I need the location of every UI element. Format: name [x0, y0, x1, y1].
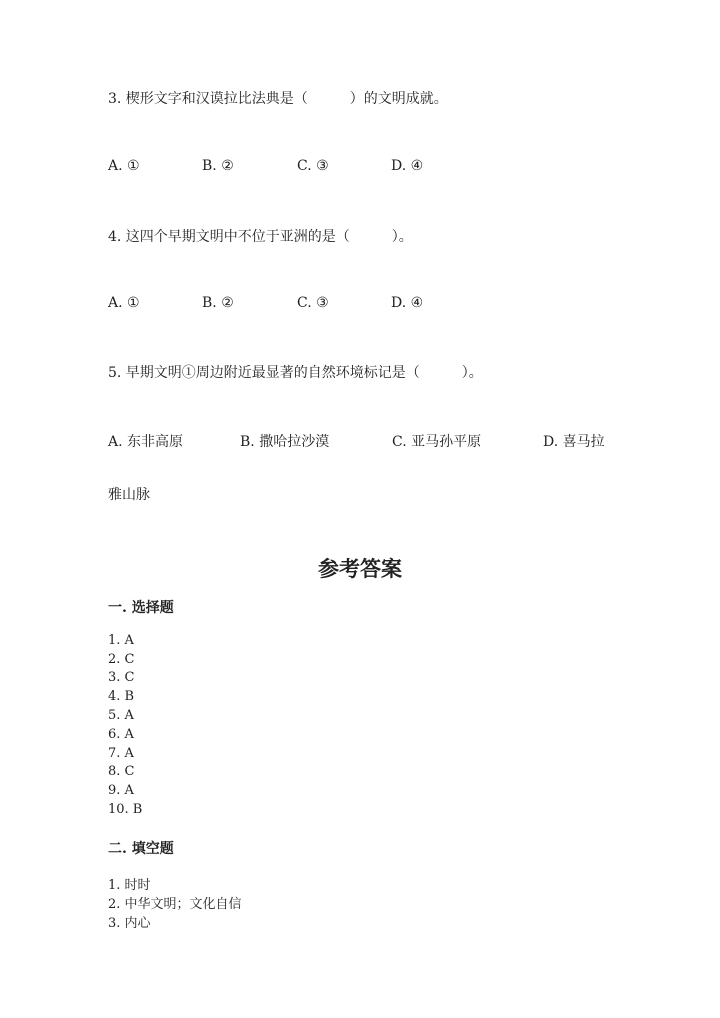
question-5-option-b: B. 撒哈拉沙漠	[240, 434, 330, 450]
section-heading-choice: 一. 选择题	[108, 600, 174, 616]
answer-item: 8. C	[108, 764, 135, 779]
question-3-option-b: B. ②	[202, 158, 234, 174]
answer-item: 2. C	[108, 652, 135, 667]
answer-item: 3. 内心	[108, 916, 151, 931]
question-3-option-c: C. ③	[297, 158, 329, 174]
answer-item: 9. A	[108, 783, 134, 798]
question-4-option-a: A. ①	[108, 295, 140, 311]
question-4-option-b: B. ②	[202, 295, 234, 311]
question-4-option-d: D. ④	[391, 295, 424, 311]
question-4-option-c: C. ③	[297, 295, 329, 311]
answer-key-title: 参考答案	[318, 556, 402, 581]
section-heading-fill-in: 二. 填空题	[108, 841, 174, 857]
answer-item: 7. A	[108, 746, 134, 761]
question-5-text: 5. 早期文明①周边附近最显著的自然环境标记是（ ）。	[108, 365, 483, 381]
answer-item: 4. B	[108, 689, 135, 704]
answer-item: 3. C	[108, 670, 135, 685]
question-3-text: 3. 楔形文字和汉谟拉比法典是（ ）的文明成就。	[108, 91, 448, 107]
answer-item: 6. A	[108, 727, 134, 742]
question-5-option-d-wrap: 雅山脉	[108, 487, 150, 503]
question-5-option-d: D. 喜马拉	[543, 434, 605, 450]
answer-item: 2. 中华文明；文化自信	[108, 897, 242, 912]
answer-item: 1. A	[108, 633, 134, 648]
answer-item: 1. 时时	[108, 878, 151, 893]
question-4-text: 4. 这四个早期文明中不位于亚洲的是（ ）。	[108, 229, 413, 245]
question-3-option-a: A. ①	[108, 158, 140, 174]
question-5-option-c: C. 亚马孙平原	[392, 434, 482, 450]
answer-item: 5. A	[108, 708, 134, 723]
question-3-option-d: D. ④	[391, 158, 424, 174]
answer-item: 10. B	[108, 802, 143, 817]
question-5-option-a: A. 东非高原	[108, 434, 184, 450]
